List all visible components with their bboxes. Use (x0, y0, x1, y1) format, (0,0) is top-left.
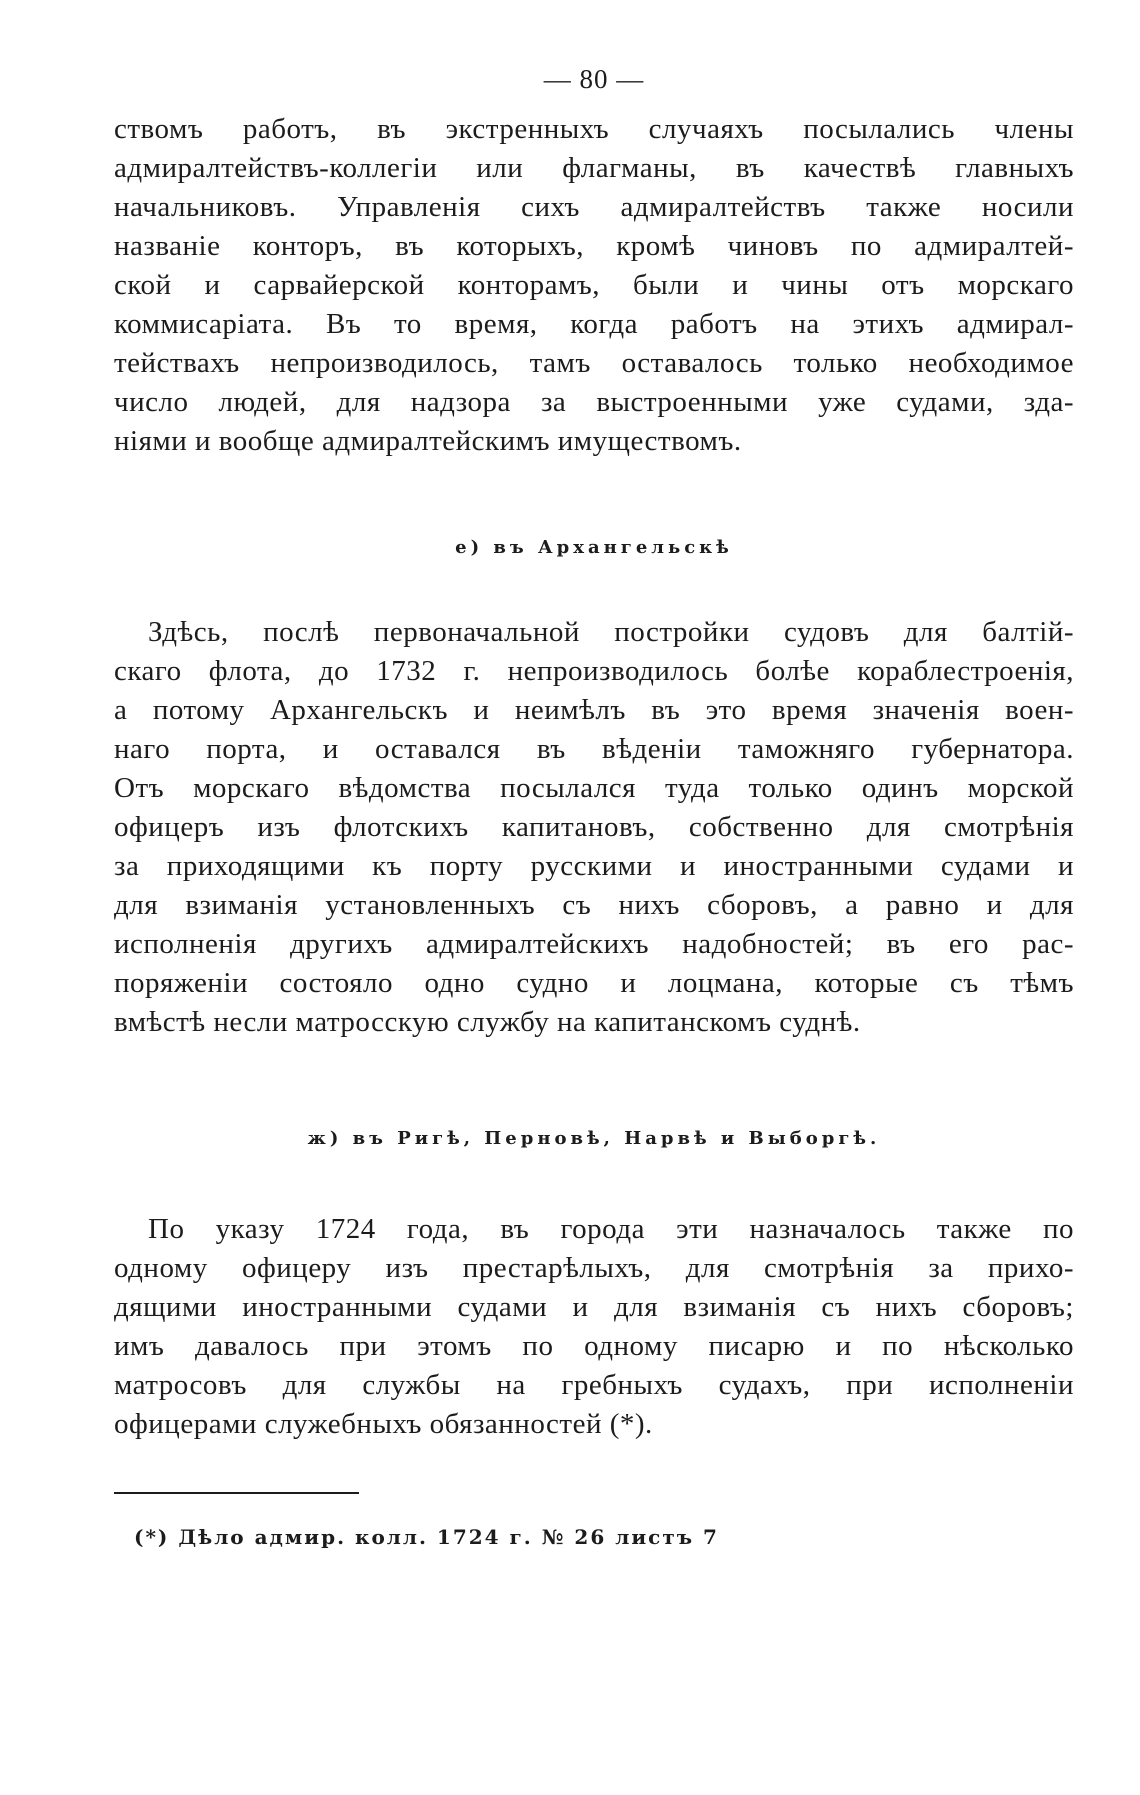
footnote: (*) Дѣло адмир. колл. 1724 г. № 26 листъ 7 (134, 1525, 719, 1549)
text-line: офицеръ изъ флотскихъ капитановъ, собственно для смотрѣнія (114, 811, 1074, 843)
text-line: коммисаріата. Въ то время, когда работъ на этихъ адмирал- (114, 308, 1074, 340)
text-line: Здѣсь, послѣ первоначальной постройки судовъ для балтій- (148, 616, 1074, 648)
text-line: ствомъ работъ, въ экстренныхъ случаяхъ посылались члены (114, 113, 1074, 145)
text-line: поряженіи состояло одно судно и лоцмана, которые съ тѣмъ (114, 967, 1074, 999)
text-line: вмѣстѣ несли матросскую службу на капитанскомъ суднѣ. (114, 1006, 861, 1038)
section-heading-riga-pernov-narva-vyborg: ж) въ Ригѣ, Перновѣ, Нарвѣ и Выборгѣ. (307, 1128, 881, 1149)
text-line: дящими иностранными судами и для взиманія съ нихъ сборовъ; (114, 1291, 1074, 1323)
text-line: матросовъ для службы на гребныхъ судахъ, при исполненіи (114, 1369, 1074, 1401)
text-line: а потому Архангельскъ и неимѣлъ въ это время значенія воен- (114, 694, 1074, 726)
text-line: названіе конторъ, въ которыхъ, кромѣ чиновъ по адмиралтей- (114, 230, 1074, 262)
text-line: ніями и вообще адмиралтейскимъ имуществомъ. (114, 425, 742, 457)
footnote-divider (114, 1492, 359, 1494)
text-line: По указу 1724 года, въ города эти назначалось также по (148, 1213, 1074, 1245)
page-body (114, 60, 1074, 1552)
text-line: одному офицеру изъ престарѣлыхъ, для смотрѣнія за прихо- (114, 1252, 1074, 1284)
section-heading-arkhangelsk: е) въ Архангельскѣ (455, 537, 733, 558)
text-line: за приходящими къ порту русскими и иностранными судами и (114, 850, 1074, 882)
page-number: — 80 — (543, 64, 645, 94)
text-line: ской и сарвайерской конторамъ, были и чины отъ морскаго (114, 269, 1074, 301)
paragraph-continuation (114, 110, 1074, 461)
paragraph-arkhangelsk (114, 613, 1074, 1042)
text-line: Отъ морскаго вѣдомства посылался туда только одинъ морской (114, 772, 1074, 804)
text-line: наго порта, и оставался въ вѣденіи таможняго губернатора. (114, 733, 1074, 765)
text-line: тействахъ непроизводилось, тамъ оставалось только необходимое (114, 347, 1074, 379)
text-line: для взиманія установленныхъ съ нихъ сборовъ, а равно и для (114, 889, 1074, 921)
text-line: офицерами служебныхъ обязанностей (*). (114, 1408, 653, 1440)
text-line: число людей, для надзора за выстроенными уже судами, зда- (114, 386, 1074, 418)
text-line: скаго флота, до 1732 г. непроизводилось болѣе кораблестроенія, (114, 655, 1074, 687)
text-line: адмиралтействъ-коллегіи или флагманы, въ качествѣ главныхъ (114, 152, 1074, 184)
text-line: исполненія другихъ адмиралтейскихъ надобностей; въ его рас- (114, 928, 1074, 960)
text-line: имъ давалось при этомъ по одному писарю и по нѣсколько (114, 1330, 1074, 1362)
text-line: начальниковъ. Управленія сихъ адмиралтействъ также носили (114, 191, 1074, 223)
paragraph-riga-pernov-narva-vyborg (114, 1210, 1074, 1444)
